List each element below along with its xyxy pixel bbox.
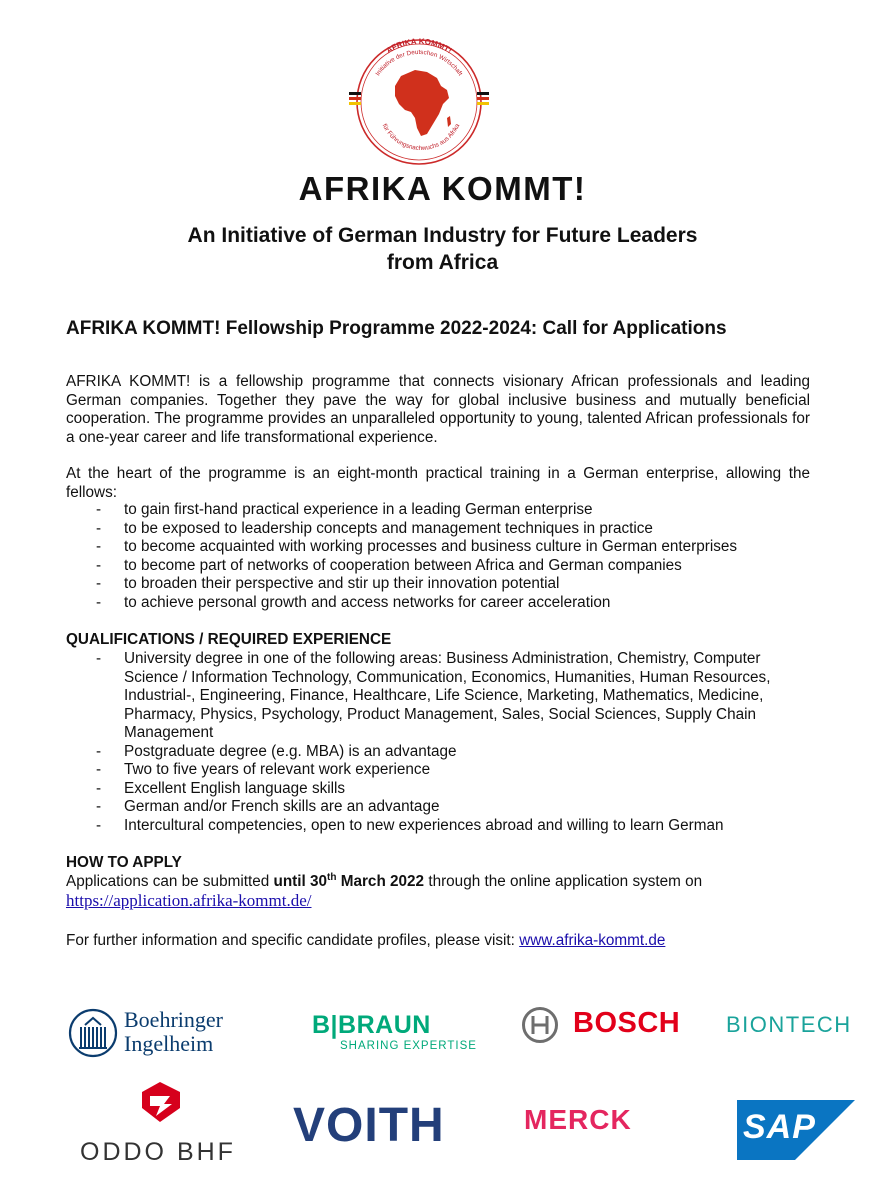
list-item: - Excellent English language skills [96,779,346,797]
page-subtitle [0,222,885,276]
logo-ring-text-top: AFRIKA KOMMT! [384,36,454,56]
heart-paragraph: At the heart of the programme is an eight-month practical training in a German enterprise, allowing the fellows: [66,465,810,501]
logo-ring-text-bottom: für Führungsnachwuchs aus Afrika [380,122,462,153]
oddo-bhf-logo: ODDO BHF [80,1080,250,1170]
list-item: - to become part of networks of cooperation between Africa and German companies [96,556,682,574]
dash-bullet: - [96,816,102,834]
page-title: AFRIKA KOMMT! [298,170,587,207]
list-item: - to be exposed to leadership concepts and management techniques in practice [96,519,653,537]
section-title: AFRIKA KOMMT! Fellowship Programme 2022-2024: Call for Applications [66,318,727,339]
subtitle-line-2: from Africa [386,251,499,274]
dash-bullet: - [96,761,102,778]
website-link[interactable]: www.afrika-kommt.de [519,932,666,949]
afrika-kommt-logo [349,32,489,172]
dash-bullet: - [96,798,102,815]
list-item: - Two to five years of relevant work experience [96,761,431,778]
intro-paragraph: AFRIKA KOMMT! is a fellowship programme that connects visionary African professionals and leading German companies. Together they pave the way for global inclusive business and mutually beneficial cooperation. The programme provides an unparalleled opportunity to young, talented African professionals for a one-year career and life transformational experience. [66,373,810,446]
list-item: - Postgraduate degree (e.g. MBA) is an advantage [96,742,457,760]
qualifications-heading: QUALIFICATIONS / REQUIRED EXPERIENCE [66,631,392,648]
list-item: - to broaden their perspective and stir up their innovation potential [96,575,560,592]
how-to-apply-heading: HOW TO APPLY [66,854,182,871]
bosch-logo: BOSCH [521,1006,691,1046]
dash-bullet: - [96,742,102,760]
logo-ring-text-middle: Initiative der Deutschen Wirtschaft [374,48,464,78]
dash-bullet: - [96,519,102,537]
list-item: - to become acquainted with working processes and business culture in German enterprises [96,538,738,555]
benefits-list [66,501,816,612]
subtitle-line-1: An Initiative of German Industry for Future Leaders [187,224,698,247]
dash-bullet: - [96,593,102,611]
sap-logo: SAP [737,1100,855,1160]
merck-logo: MERCK [524,1104,632,1135]
bbraun-logo: B|BRAUN SHARING EXPERTISE [312,1011,477,1052]
deadline: until 30th March 2022 [273,871,425,890]
apply-text: Applications can be submitted until 30th March 2022 through the online application system on [66,871,703,890]
boehringer-ingelheim-logo: Boehringer Ingelheim [68,1005,248,1061]
dash-bullet: - [96,556,102,574]
list-item: - to achieve personal growth and access networks for career acceleration [96,593,611,611]
application-link[interactable]: https://application.afrika-kommt.de/ [66,891,312,910]
dash-bullet: - [96,538,102,555]
bosch-armature-icon [521,1006,559,1044]
dash-bullet: - [96,650,102,667]
dash-bullet: - [96,501,102,518]
info-text: For further information and specific candidate profiles, please visit: www.afrika-kommt.de [66,932,666,949]
list-item: - Intercultural competencies, open to new experiences abroad and willing to learn German [96,816,724,834]
dash-bullet: - [96,779,102,797]
qualifications-list [66,650,816,835]
list-item: - German and/or French skills are an advantage [96,798,440,815]
biontech-logo: BIONTECH [726,1012,852,1037]
list-item: - to gain first-hand practical experience in a leading German enterprise [96,501,593,518]
africa-map-icon [395,70,449,136]
voith-logo: VOITH [293,1099,445,1152]
list-item: - University degree in one of the following areas: Business Administration, Chemistry, Computer Science / Information Technology, Communication, Economics, Humanities, Human Resources, Industrial-, Engineering, Finance, Healthcare, Life Science, Marketing, Mathematics, Medicine, Pharmacy, Physics, Psychology, Product Management, Sales, Social Sciences, Supply Chain Management [96,650,771,741]
oddo-emblem-icon [138,1082,184,1126]
dash-bullet: - [96,575,102,592]
boehringer-emblem-icon [68,1007,118,1059]
